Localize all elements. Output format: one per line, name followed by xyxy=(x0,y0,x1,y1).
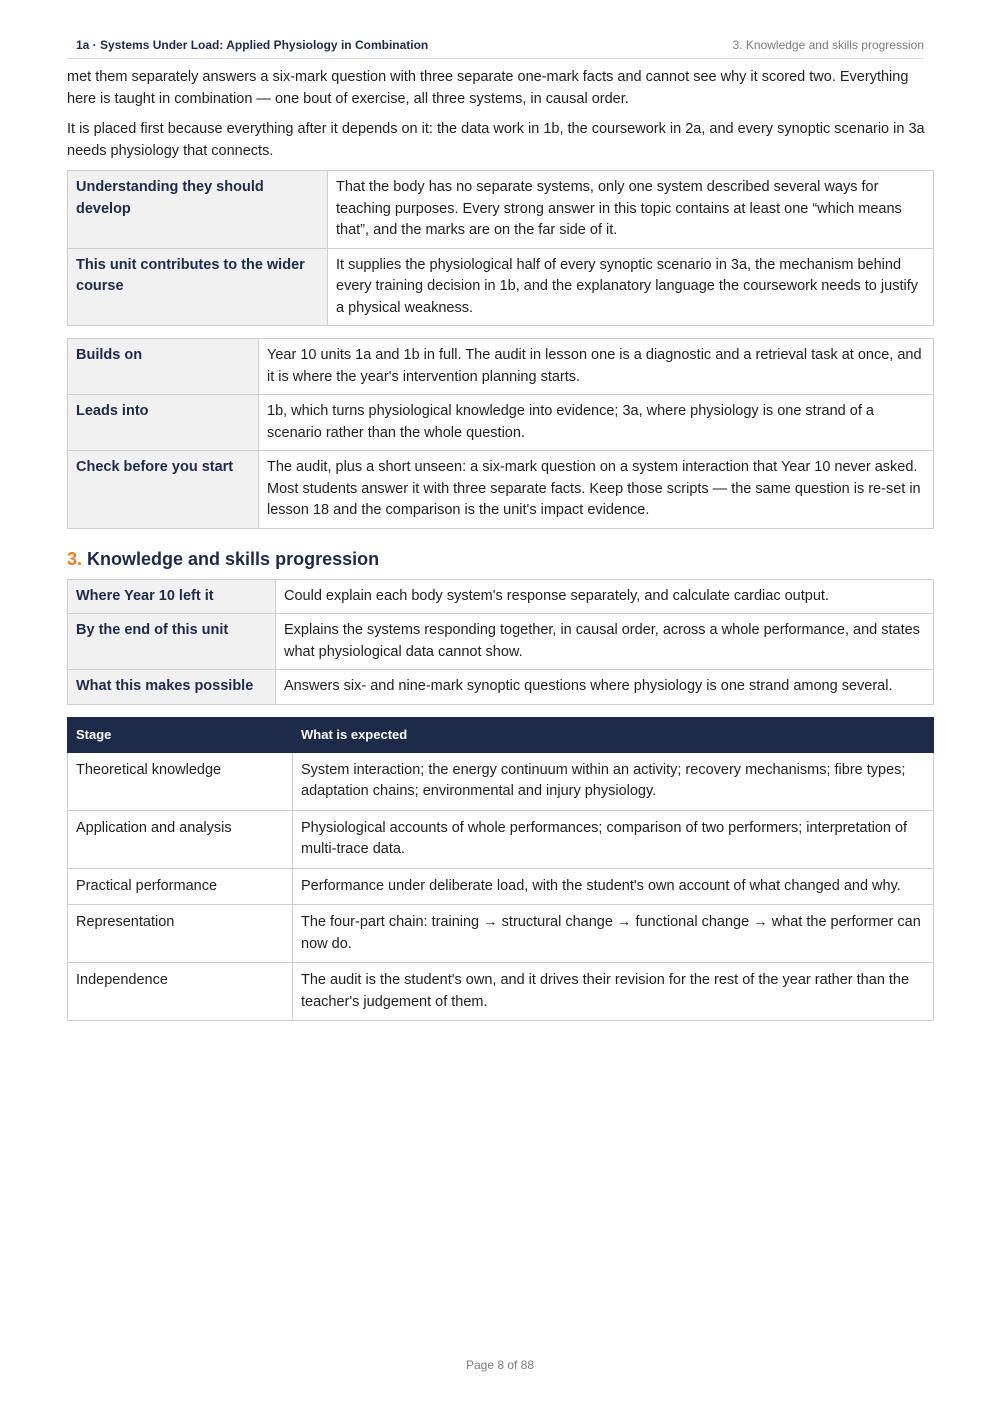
section-title: Knowledge and skills progression xyxy=(87,548,380,569)
row-value: Year 10 units 1a and 1b in full. The audit in lesson one is a diagnostic and a retrieval task at once, and it is where the year's intervention planning starts. xyxy=(259,339,934,395)
row-label: Where Year 10 left it xyxy=(68,579,276,614)
expected-cell: Physiological accounts of whole performances; comparison of two performers; interpretation of multi-trace data. xyxy=(293,810,934,868)
table-header-row xyxy=(68,717,934,752)
table-row xyxy=(68,579,934,614)
unit-purpose-table xyxy=(67,170,934,326)
row-value: Explains the systems responding together, in causal order, across a whole performance, and states what physiological data cannot show. xyxy=(276,614,934,670)
progression-table xyxy=(67,579,934,705)
page-number: Page 8 of 88 xyxy=(465,1358,535,1372)
stage-cell: Independence xyxy=(68,963,293,1021)
column-header-expected: What is expected xyxy=(293,717,934,752)
row-label: Leads into xyxy=(68,395,259,451)
row-value: Answers six- and nine-mark synoptic questions where physiology is one strand among several. xyxy=(276,670,934,705)
expected-cell: The audit is the student's own, and it drives their revision for the rest of the year rather than the teacher's judgement of them. xyxy=(293,963,934,1021)
row-label: Understanding they should develop xyxy=(68,171,328,249)
table-row xyxy=(68,963,934,1021)
table-row xyxy=(68,339,934,395)
header-section-title: 3. Knowledge and skills progression xyxy=(732,38,924,52)
unit-connections-table xyxy=(67,338,934,529)
row-value: It supplies the physiological half of every synoptic scenario in 3a, the mechanism behind every training decision in 1b, and the explanatory language the coursework needs to justify a physical weakness. xyxy=(328,248,934,326)
stage-cell: Theoretical knowledge xyxy=(68,752,293,810)
row-label: What this makes possible xyxy=(68,670,276,705)
row-value: That the body has no separate systems, only one system described several ways for teaching purposes. Every strong answer in this topic contains at least one “which means that”, and the marks are on the far side of it. xyxy=(328,171,934,249)
table-row xyxy=(68,395,934,451)
row-value: The audit, plus a short unseen: a six-mark question on a system interaction that Year 10 never asked. Most students answer it with three separate facts. Keep those scripts — the same question is re-set in lesson 18 and the comparison is the unit's impact evidence. xyxy=(259,451,934,529)
table-row xyxy=(68,451,934,529)
row-label: By the end of this unit xyxy=(68,614,276,670)
row-label: This unit contributes to the wider course xyxy=(68,248,328,326)
stage-cell: Application and analysis xyxy=(68,810,293,868)
table-row xyxy=(68,868,934,905)
table-row xyxy=(68,810,934,868)
table-row xyxy=(68,248,934,326)
expected-cell: Performance under deliberate load, with the student's own account of what changed and why. xyxy=(293,868,934,905)
section-number: 3. xyxy=(67,548,83,569)
row-value: 1b, which turns physiological knowledge into evidence; 3a, where physiology is one strand of a scenario rather than the whole question. xyxy=(259,395,934,451)
row-label: Builds on xyxy=(68,339,259,395)
page-content xyxy=(67,66,934,1021)
body-paragraph: It is placed first because everything after it depends on it: the data work in 1b, the coursework in 2a, and every synoptic scenario in 3a needs physiology that connects. xyxy=(67,121,925,159)
body-paragraph: met them separately answers a six-mark question with three separate one-mark facts and cannot see why it scored two. Everything here is taught in combination — one bout of exercise, all three systems, in causal order. xyxy=(67,69,909,107)
expected-cell: System interaction; the energy continuum within an activity; recovery mechanisms; fibre types; adaptation chains; environmental and injury physiology. xyxy=(293,752,934,810)
table-row xyxy=(68,752,934,810)
row-value: Could explain each body system's response separately, and calculate cardiac output. xyxy=(276,579,934,614)
table-row xyxy=(68,171,934,249)
expected-cell: The four-part chain: training → structural change → functional change → what the performer can now do. xyxy=(293,905,934,963)
column-header-stage: Stage xyxy=(68,717,293,752)
table-row xyxy=(68,614,934,670)
table-row xyxy=(68,905,934,963)
header-unit-title: 1a · Systems Under Load: Applied Physiology in Combination xyxy=(76,38,429,52)
stages-table xyxy=(67,717,934,1022)
row-label: Check before you start xyxy=(68,451,259,529)
stage-cell: Practical performance xyxy=(68,868,293,905)
stage-cell: Representation xyxy=(68,905,293,963)
section-heading xyxy=(67,547,934,571)
table-row xyxy=(68,670,934,705)
running-header xyxy=(67,36,924,59)
